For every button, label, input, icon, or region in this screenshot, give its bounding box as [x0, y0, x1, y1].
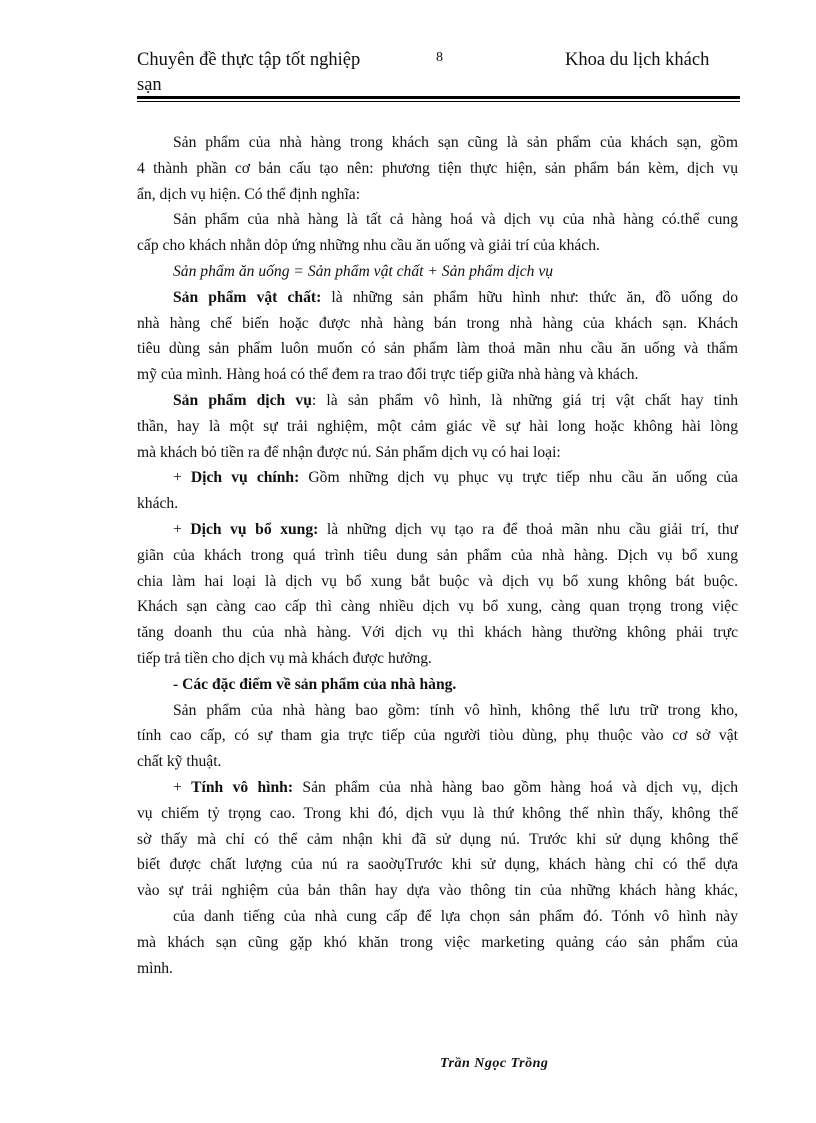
- text-line: [137, 207, 738, 233]
- text-line: [137, 156, 738, 182]
- line-text: tính cao cấp, có sự tham gia trực tiếp của người tiòu dùng, phụ thuộc vào cơ sở vật: [137, 727, 738, 745]
- text-line: [137, 440, 738, 466]
- bold-term: Sản phẩm dịch vụ: [173, 391, 312, 409]
- header-title: [137, 48, 407, 98]
- line-prefix: +: [173, 778, 192, 796]
- line-text: của danh tiếng của nhà cung cấp để lựa chọn sản phẩm đó. Tónh vô hình này: [173, 907, 738, 925]
- line-text: mà khách bỏ tiền ra để nhận được nú. Sản phẩm dịch vụ có hai loại:: [137, 443, 561, 461]
- line-text: Sản phẩm của nhà hàng là tất cả hàng hoá và dịch vụ của nhà hàng có.thể cung: [173, 211, 738, 229]
- line-text: biết được chất lượng của nú ra saoờụTrước khi sử dụng, khách hàng chỉ có thể dựa: [137, 856, 738, 874]
- line-text: nhà hàng chế biến hoặc được nhà hàng bán trong nhà hàng của khách sạn. Khách: [137, 314, 738, 332]
- line-text: mỹ của mình. Hàng hoá có thể đem ra trao đổi trực tiếp giữa nhà hàng và khách.: [137, 366, 639, 384]
- line-text: : là sản phẩm vô hình, là những giá trị vật chất hay tinh: [311, 391, 738, 409]
- text-line: [137, 775, 738, 801]
- line-text: Sản phẩm của nhà hàng bao gồm hàng hoá và dịch vụ, dịch: [293, 778, 738, 796]
- text-line: [137, 801, 738, 827]
- bold-term: Sản phẩm vật chất:: [173, 288, 322, 306]
- text-line: [137, 182, 738, 208]
- line-text: vụ chiếm tỷ trọng cao. Trong khi đó, dịch vụu là thứ không thể nhìn thấy, không thể: [137, 804, 738, 822]
- line-text: cấp cho khách nhằn dỏp ứng những nhu cầu ăn uống và giải trí của khách.: [137, 237, 600, 255]
- footer-author: Trần Ngọc Trồng: [440, 1056, 549, 1071]
- text-line: [137, 465, 738, 491]
- text-line: [137, 543, 738, 569]
- text-line: [137, 698, 738, 724]
- text-line: [137, 336, 738, 362]
- text-line: [137, 827, 738, 853]
- line-text: ẩn, dịch vụ hiện. Có thể định nghĩa:: [137, 185, 361, 203]
- line-prefix: +: [173, 469, 191, 487]
- text-line: [137, 749, 738, 775]
- page-number: 8: [436, 50, 443, 65]
- header-department: Khoa du lịch khách: [565, 50, 710, 70]
- header-title-line1: Chuyên đề thực tập tốt nghiệp: [137, 50, 361, 70]
- line-text: thần, hay là một sự trải nghiệm, một cảm giác về sự hài long hoặc không hài lòng: [137, 417, 738, 435]
- line-text: Sản phẩm ăn uống = Sản phẩm vật chất + Sản phẩm dịch vụ: [173, 262, 554, 280]
- text-line: [137, 130, 738, 156]
- line-text: là những sản phẩm hữu hình như: thức ăn, đồ uống do: [321, 288, 738, 306]
- line-text: sờ thấy mà chỉ có thể cảm nhận khi đã sử dụng nú. Trước khi sử dụng không thể: [137, 830, 738, 848]
- bold-term: - Các đặc điểm về sản phẩm của nhà hàng.: [173, 675, 457, 693]
- bold-term: Tính vô hình:: [191, 778, 294, 796]
- text-line: [137, 956, 738, 982]
- line-text: Gồm những dịch vụ phục vụ trực tiếp nhu cầu ăn uống của: [299, 469, 738, 487]
- line-text: giãn của khách trong quá trình tiêu dung sản phẩm của nhà hàng. Dịch vụ bổ xung: [137, 546, 738, 564]
- text-line: [137, 569, 738, 595]
- text-line: [137, 362, 738, 388]
- line-text: Sản phẩm của nhà hàng trong khách sạn cũng là sản phẩm của khách sạn, gồm: [173, 134, 738, 151]
- line-text: 4 thành phần cơ bản cấu tạo nên: phương tiện thực hiện, sản phẩm bán kèm, dịch vụ: [137, 159, 738, 177]
- text-line: [137, 852, 738, 878]
- text-line: [137, 259, 738, 285]
- text-line: [137, 594, 738, 620]
- text-line: [137, 723, 738, 749]
- text-line: [137, 620, 738, 646]
- header-title-line2: sạn: [137, 75, 162, 95]
- text-line: [137, 491, 738, 517]
- line-text: là những dịch vụ tạo ra để thoả mãn nhu cầu giải trí, thư: [318, 520, 738, 538]
- line-text: mà khách sạn cũng gặp khó khăn trong việc marketing quảng cáo sản phẩm của: [137, 933, 738, 951]
- line-text: tiếp trả tiền cho dịch vụ mà khách được hưởng.: [137, 649, 432, 667]
- text-line: [137, 414, 738, 440]
- text-line: [137, 233, 738, 259]
- text-line: [137, 672, 738, 698]
- document-body: [137, 130, 738, 981]
- line-text: chất kỹ thuật.: [137, 753, 222, 771]
- header-rule-thick: [137, 96, 740, 99]
- text-line: [137, 930, 738, 956]
- text-line: [137, 311, 738, 337]
- line-text: Khách sạn càng cao cấp thì càng nhiều dịch vụ bổ xung, càng quan trọng trong việc: [137, 598, 738, 616]
- text-line: [137, 285, 738, 311]
- bold-term: Dịch vụ chính:: [190, 469, 300, 487]
- line-text: tăng doanh thu của nhà hàng. Với dịch vụ thì khách hàng thường không phải trực: [137, 624, 738, 642]
- line-text: mình.: [137, 959, 173, 977]
- line-text: khách.: [137, 495, 179, 513]
- text-line: [137, 878, 738, 904]
- text-line: [137, 388, 738, 414]
- line-prefix: +: [173, 520, 191, 538]
- text-line: [137, 646, 738, 672]
- line-text: chia làm hai loại là dịch vụ bổ xung bắt buộc và dịch vụ bổ xung không bát buộc.: [137, 572, 738, 590]
- bold-term: Dịch vụ bổ xung:: [190, 520, 319, 538]
- line-text: tiêu dùng sản phẩm luôn muốn có sản phẩm làm thoả mãn nhu cầu ăn uống và thẩm: [137, 340, 738, 358]
- line-text: vào sự trải nghiệm của bản thân hay dựa vào thông tin của những khách hàng khác,: [137, 882, 738, 900]
- text-line: [137, 517, 738, 543]
- text-line: [137, 904, 738, 930]
- header-rule-thin: [137, 101, 740, 102]
- line-text: Sản phẩm của nhà hàng bao gồm: tính vô hình, không thể lưu trữ trong kho,: [173, 701, 738, 719]
